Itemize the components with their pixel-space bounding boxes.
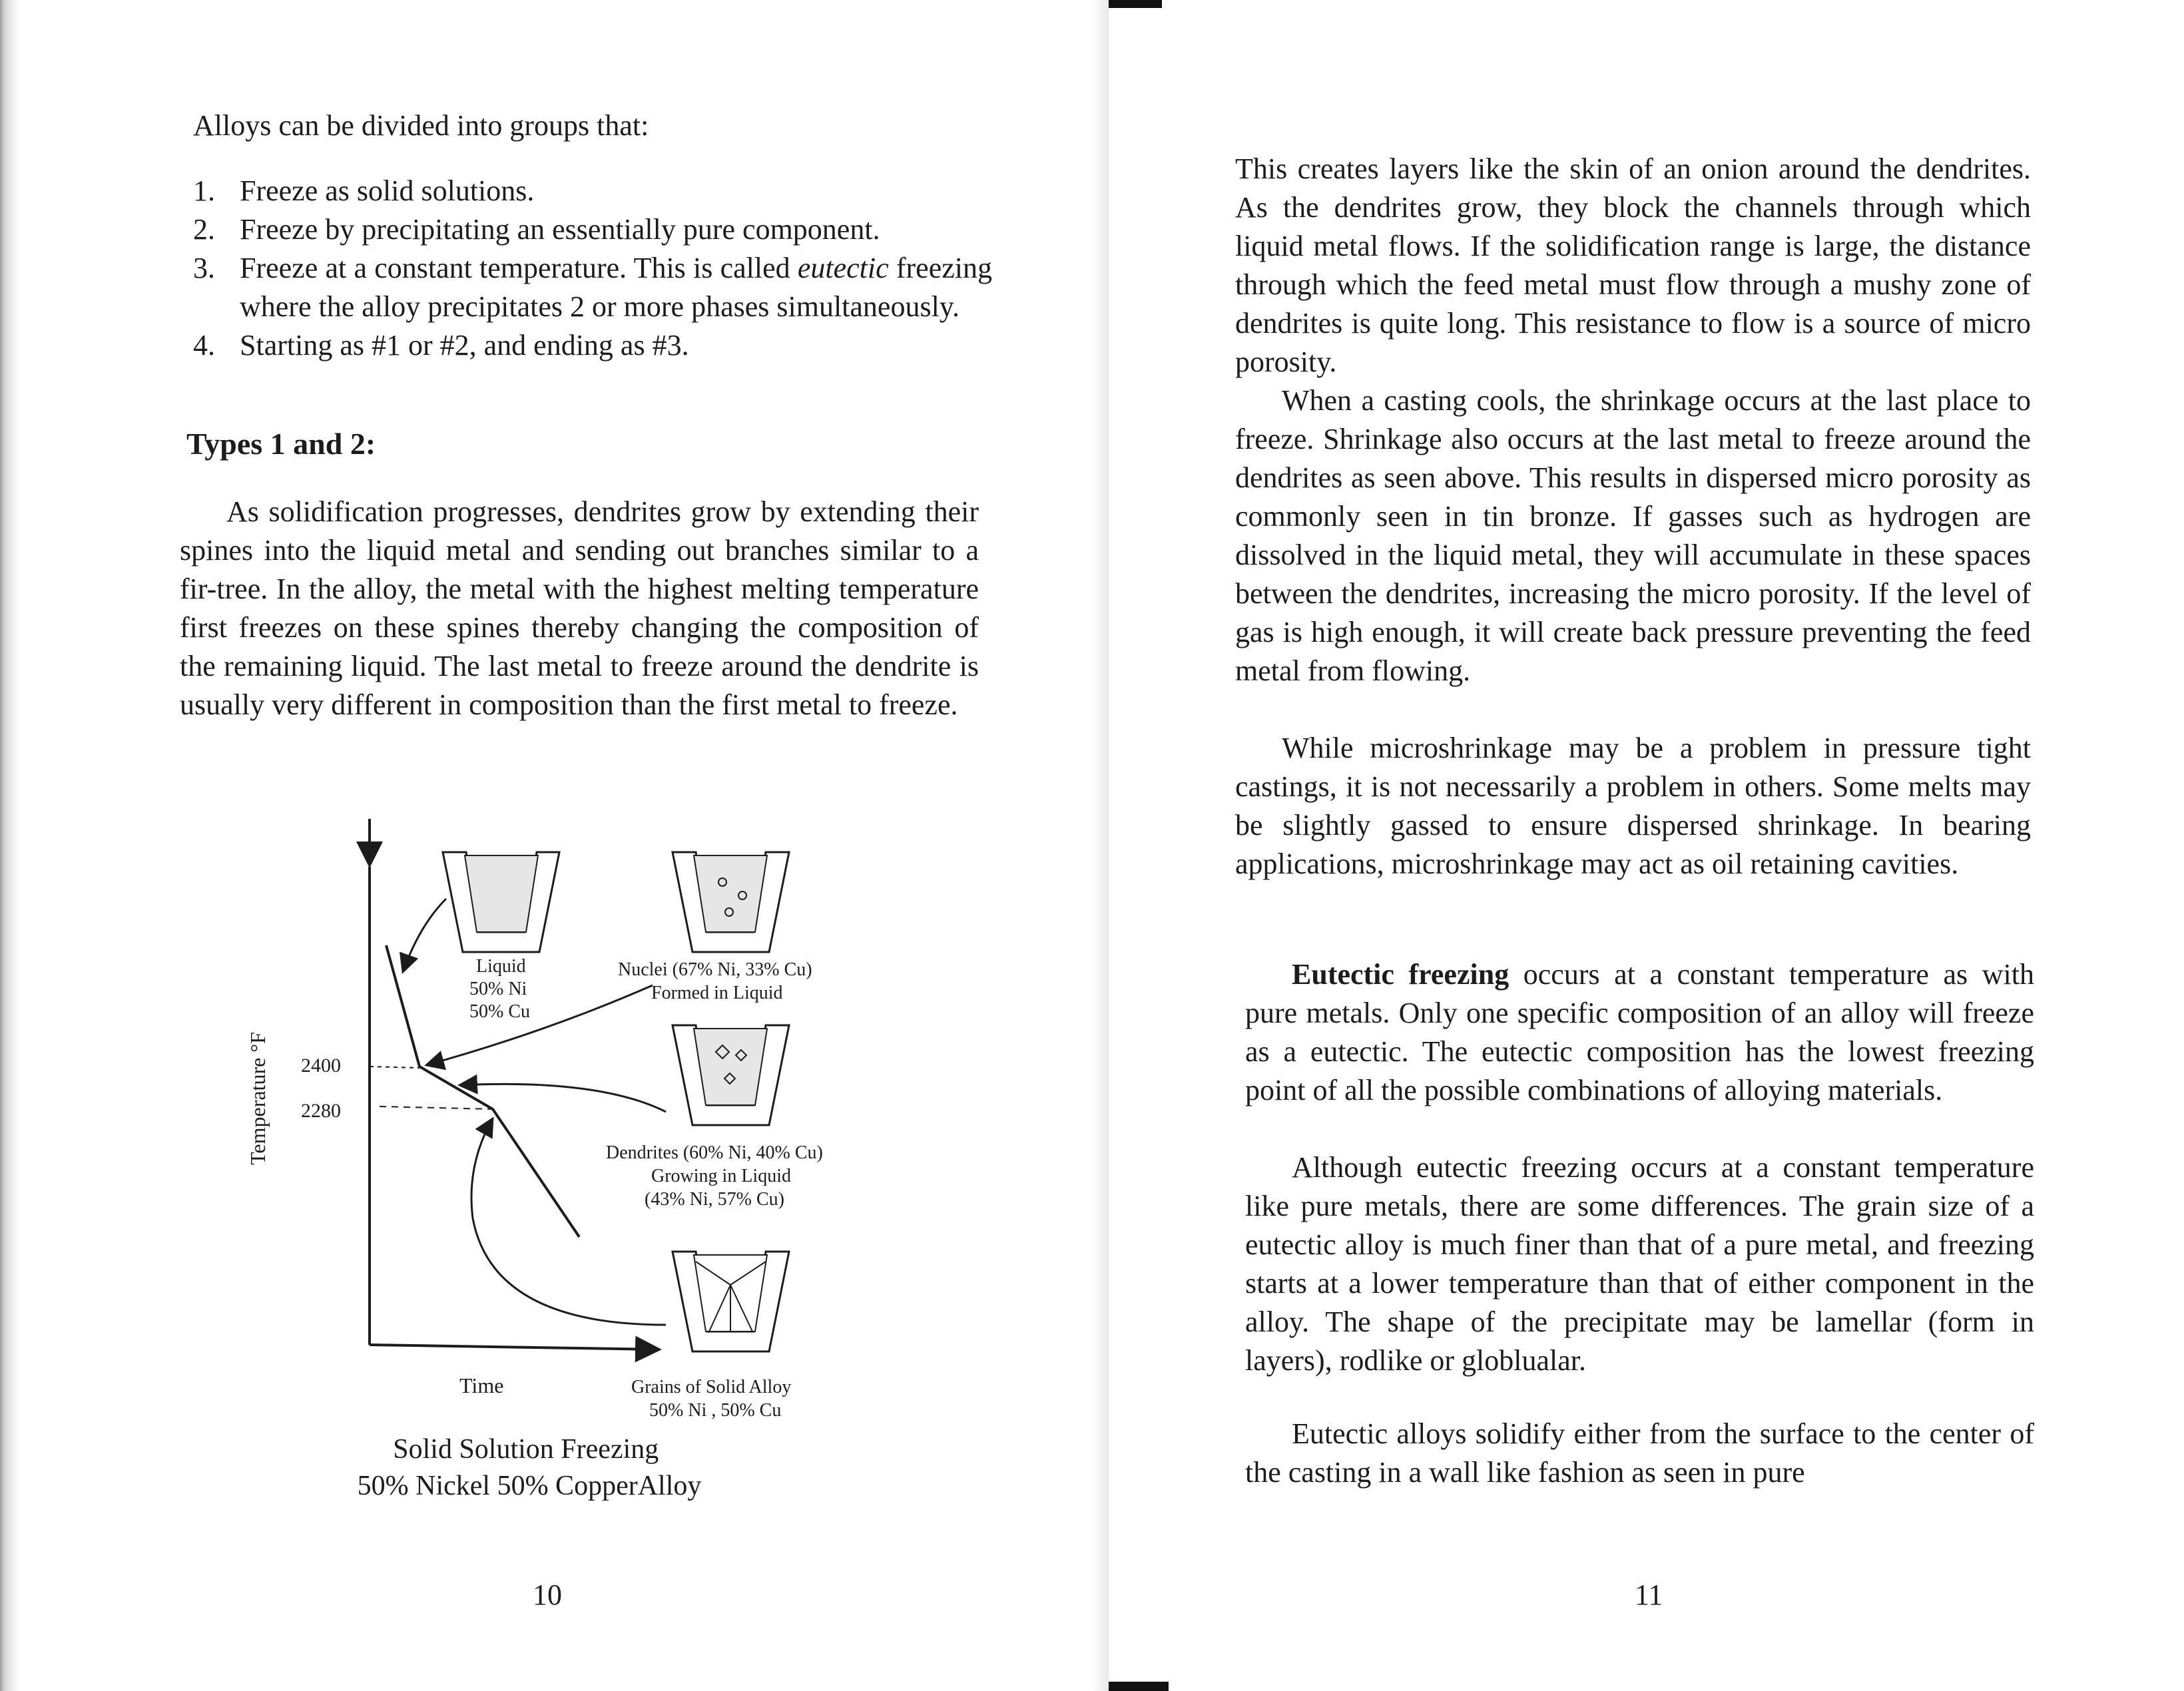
- paragraph-onion-layers: This creates layers like the skin of an onion around the dendrites. As the dendrites grow, they block the channels through which liquid metal flows. If the solidification range is large, the distance through which the feed metal must flow through a mushy zone of dendrites is quite long. This resistance to flow is a source of micro porosity.: [1235, 152, 2031, 378]
- tick-2280: 2280: [301, 1100, 341, 1122]
- list-number: 4.: [193, 329, 215, 362]
- paragraph-text: When a casting cools, the shrinkage occurs at the last place to freeze. Shrinkage also occurs at the last metal to freeze around the dendrites as seen above. This results in dispersed micro porosity as commonly seen in tin bronze. If gasses such as hydrogen are dissolved in the liquid metal, they will accumulate in these spaces between the dendrites, increasing the micro porosity. If the level of gas is high enough, it will create back pressure preventing the feed metal from flowing.: [1235, 384, 2031, 687]
- list-item: [193, 249, 992, 326]
- list-text: Starting as #1 or #2, and ending as #3.: [240, 329, 689, 362]
- list-text: Freeze at a constant temperature. This is called: [240, 252, 798, 284]
- y-axis-label: Temperature °F: [246, 1032, 270, 1165]
- paragraph-text: Eutectic alloys solidify either from the surface to the center of the casting in a wall like fashion as seen in pure: [1245, 1417, 2034, 1489]
- liquid-label: Liquid 50% Ni 50% Cu: [469, 956, 530, 1022]
- paragraph-shrinkage: [1235, 381, 2031, 690]
- tick-2280-dash: [380, 1106, 493, 1109]
- crucible-grains: [673, 1252, 789, 1351]
- crucible-liquid: [443, 852, 559, 952]
- arrow-nuclei: [426, 985, 653, 1065]
- paragraph-eutectic-solidify: [1245, 1415, 2034, 1492]
- list-item: [193, 172, 992, 210]
- x-axis-label: Time: [459, 1373, 504, 1397]
- scan-shadow-top: [1109, 0, 1162, 8]
- body-paragraph: [180, 493, 979, 724]
- list-text: Freeze by precipitating an essentially pure component.: [240, 213, 880, 246]
- paragraph-text: As solidification progresses, dendrites grow by extending their spines into the liquid metal and sending out branches similar to a fir-tree. In the alloy, the metal with the highest melting temperature first freezes on these spines thereby changing the composition of the remaining liquid. The last metal to freeze around the dendrite is usually very different in composition than the first metal to freeze.: [180, 495, 979, 721]
- list-item: [193, 210, 992, 249]
- solid-solution-freezing-figure: [226, 819, 892, 1525]
- page-number: 10: [533, 1578, 562, 1611]
- paragraph-eutectic-differences: [1245, 1148, 2034, 1380]
- list-text: Freeze as solid solutions.: [240, 174, 535, 207]
- scan-shadow-bottom: [1109, 1682, 1169, 1691]
- paragraph-eutectic-freezing: [1245, 955, 2034, 1110]
- list-item: [193, 326, 992, 365]
- paragraph-text: Although eutectic freezing occurs at a constant temperature like pure metals, there are some differences. The grain size of a eutectic alloy is much finer than that of a pure metal, and freezing starts at a lower temperature than that of either component in the alloy. The shape of the precipitate may be lamellar (form in layers), rodlike or globlualar.: [1245, 1151, 2034, 1377]
- paragraph-microshrinkage: [1235, 729, 2031, 883]
- crucible-nuclei: [673, 852, 789, 952]
- tick-2400-dash: [370, 1067, 419, 1068]
- figure-caption: Solid Solution Freezing 50% Nickel 50% CopperAlloy: [357, 1434, 702, 1501]
- grains-label: Grains of Solid Alloy 50% Ni , 50% Cu: [631, 1377, 792, 1421]
- crucible-dendrites: [673, 1025, 789, 1125]
- list-number: 2.: [193, 213, 215, 246]
- list-number: 1.: [193, 174, 215, 207]
- eutectic-freezing-term: Eutectic freezing: [1292, 958, 1509, 991]
- alloy-group-list: [193, 172, 992, 365]
- arrow-liquid: [403, 899, 446, 972]
- x-axis: [370, 1345, 659, 1349]
- section-heading: Types 1 and 2:: [186, 427, 376, 461]
- book-edge: [0, 0, 20, 1691]
- paragraph-text: While microshrinkage may be a problem in pressure tight castings, it is not necessarily a problem in others. Some melts may be slightly gassed to ensure dispersed shrinkage. In bearing applications, microshrinkage may act as oil retaining cavities.: [1235, 732, 2031, 880]
- tick-2400: 2400: [301, 1055, 341, 1077]
- right-page: [1109, 0, 2184, 1691]
- nuclei-label: Nuclei (67% Ni, 33% Cu) Formed in Liquid: [618, 959, 812, 1003]
- intro-text: Alloys can be divided into groups that:: [193, 109, 649, 142]
- eutectic-term: eutectic: [797, 252, 889, 284]
- list-number: 3.: [193, 252, 215, 284]
- dendrites-label: Dendrites (60% Ni, 40% Cu) Growing in Liquid (43% Ni, 57% Cu): [606, 1142, 823, 1210]
- page-number: 11: [1635, 1578, 1663, 1611]
- list-text-continued: freezing where the alloy precipitates 2 or more phases simultaneously.: [240, 252, 992, 323]
- paragraph-text: occurs at a constant temperature as with pure metals. Only one specific composition of an alloy will freeze as a eutectic. The eutectic composition has the lowest freezing point of all the possible combinations of alloying materials.: [1245, 958, 2034, 1106]
